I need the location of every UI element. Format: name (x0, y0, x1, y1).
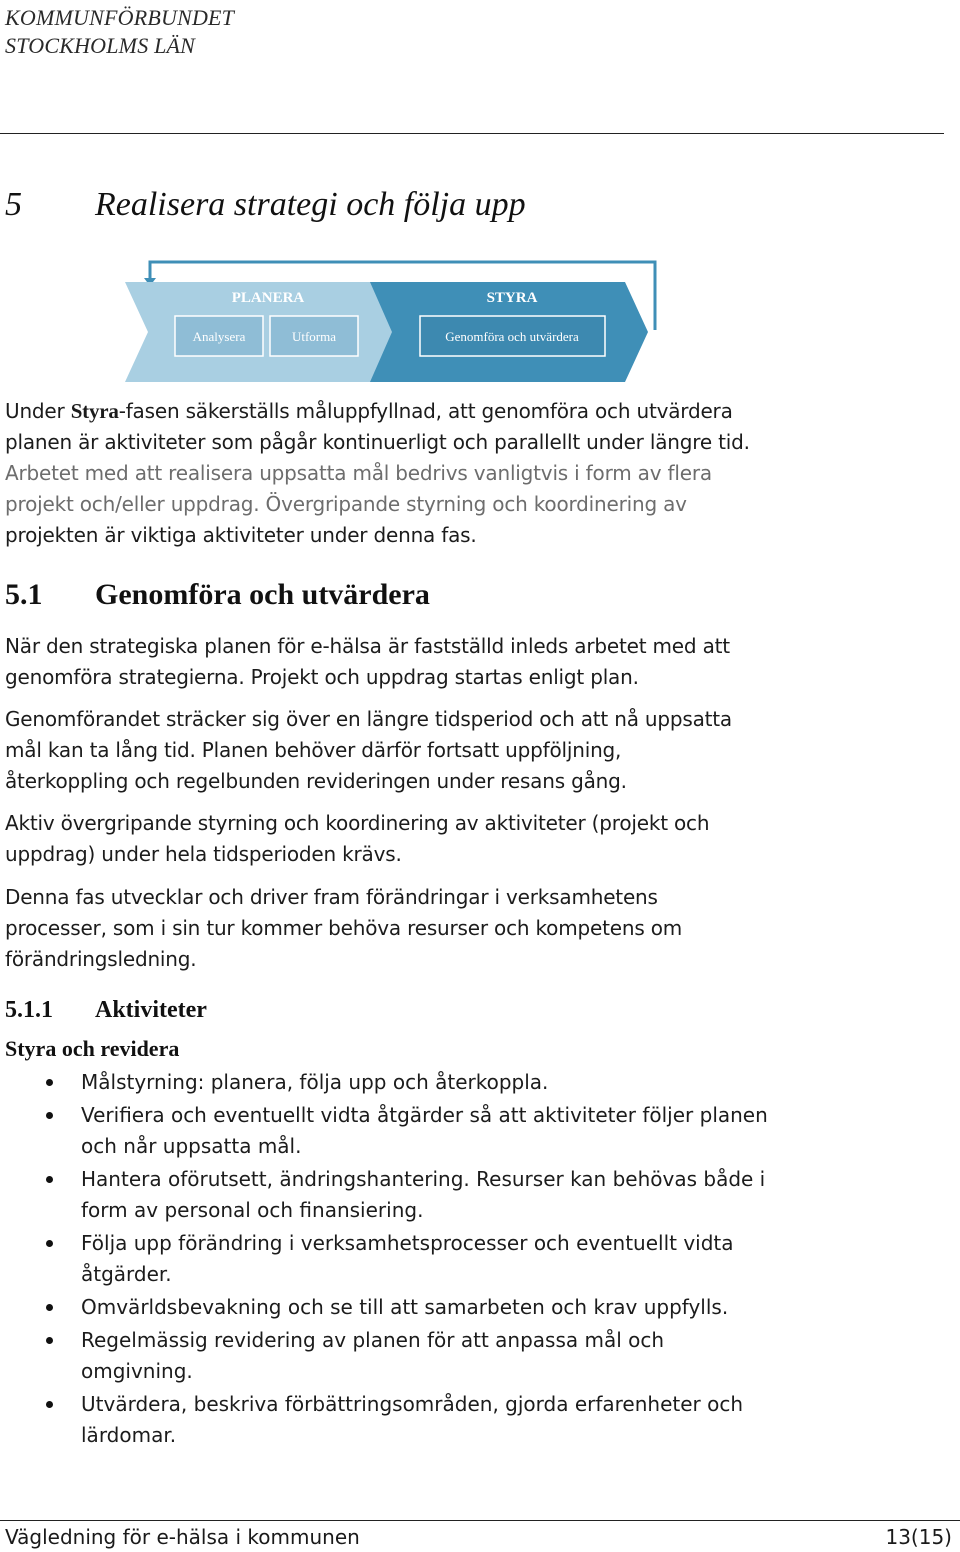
activities-list (0, 1067, 880, 1453)
list-item: Utvärdera, beskriva förbättringsområden, gjorda erfarenheter och lärdomar. (0, 1389, 880, 1451)
section-5-1-para4 (5, 882, 805, 975)
section-5-1-para1 (5, 631, 805, 693)
footer-document-title: Vägledning för e-hälsa i kommunen (5, 1525, 360, 1549)
bullet-icon (46, 1079, 53, 1086)
para3-line1: Aktiv övergripande styrning och koordinering av aktiviteter (projekt och (5, 811, 710, 835)
header-org-line2: STOCKHOLMS LÄN (5, 33, 196, 58)
section-5-title: Realisera strategi och följa upp (95, 186, 526, 223)
planera-label: PLANERA (231, 290, 305, 306)
intro-line2: planen är aktiviteter som pågår kontinuerligt och parallellt under längre tid. (5, 430, 750, 454)
footer-divider (0, 1520, 960, 1521)
section-5-1-heading (5, 578, 430, 612)
header-divider (0, 133, 944, 134)
bullet-icon (46, 1240, 53, 1247)
section-5-1-1-heading (5, 997, 207, 1024)
para3-line2: uppdrag) under hela tidsperioden krävs. (5, 842, 402, 866)
para4-line1: Denna fas utvecklar och driver fram förändringar i verksamhetens (5, 885, 658, 909)
section-5-1-1-number: 5.1.1 (5, 997, 53, 1023)
intro-line4: projekt och/eller uppdrag. Övergripande styrning och koordinering av (5, 492, 687, 516)
intro-prefix: Under (5, 399, 71, 423)
para1-line2: genomföra strategierna. Projekt och uppdrag startas enligt plan. (5, 665, 639, 689)
section-5-1-1-title: Aktiviteter (95, 997, 207, 1023)
list-item: Hantera oförutsett, ändringshantering. Resurser kan behövas både i form av personal och finansiering. (0, 1164, 880, 1226)
section-5-heading (5, 186, 526, 224)
section-5-1-number: 5.1 (5, 578, 43, 611)
intro-line5: projekten är viktiga aktiviteter under denna fas. (5, 523, 477, 547)
bullet-icon (46, 1401, 53, 1408)
section-5-number: 5 (5, 186, 22, 223)
styra-label: STYRA (486, 290, 538, 306)
section-5-1-para2 (5, 704, 805, 797)
para4-line2: processer, som i sin tur kommer behöva resurser och kompetens om (5, 916, 683, 940)
list-item: Regelmässig revidering av planen för att anpassa mål och omgivning. (0, 1325, 880, 1387)
box-utforma-label: Utforma (291, 329, 337, 344)
subheading-styra-och-revidera: Styra och revidera (5, 1036, 180, 1061)
document-header (5, 4, 234, 60)
intro-bold-styra: Styra (70, 399, 119, 423)
bullet-icon (46, 1337, 53, 1344)
bullet-icon (46, 1304, 53, 1311)
para2-line3: återkoppling och regelbunden revideringen under resans gång. (5, 769, 627, 793)
list-item: Följa upp förändring i verksamhetsprocesser och eventuellt vidta åtgärder. (0, 1228, 880, 1290)
para4-line3: förändringsledning. (5, 947, 197, 971)
intro-line3: Arbetet med att realisera uppsatta mål bedrivs vanligtvis i form av flera (5, 461, 712, 485)
box-genomfora-label: Genomföra och utvärdera (445, 329, 579, 344)
para1-line1: När den strategiska planen för e-hälsa är fastställd inleds arbetet med att (5, 634, 730, 658)
header-org-line1: KOMMUNFÖRBUNDET (5, 5, 235, 30)
intro-line1-rest: -fasen säkerställs måluppfyllnad, att genomföra och utvärdera (118, 399, 733, 423)
process-diagram (120, 250, 680, 390)
footer-page-number: 13(15) (885, 1525, 952, 1549)
bullet-icon (46, 1176, 53, 1183)
para2-line2: mål kan ta lång tid. Planen behöver därför fortsatt uppföljning, (5, 738, 622, 762)
intro-paragraph (5, 396, 805, 551)
para2-line1: Genomförandet sträcker sig över en längre tidsperiod och att nå uppsatta (5, 707, 732, 731)
list-item: Målstyrning: planera, följa upp och återkoppla. (0, 1067, 880, 1098)
list-item: Omvärldsbevakning och se till att samarbeten och krav uppfylls. (0, 1292, 880, 1323)
list-item: Verifiera och eventuellt vidta åtgärder så att aktiviteter följer planen och når uppsatta mål. (0, 1100, 880, 1162)
bullet-icon (46, 1112, 53, 1119)
box-analysera-label: Analysera (192, 329, 246, 344)
section-5-1-title: Genomföra och utvärdera (95, 578, 430, 611)
section-5-1-para3 (5, 808, 805, 870)
